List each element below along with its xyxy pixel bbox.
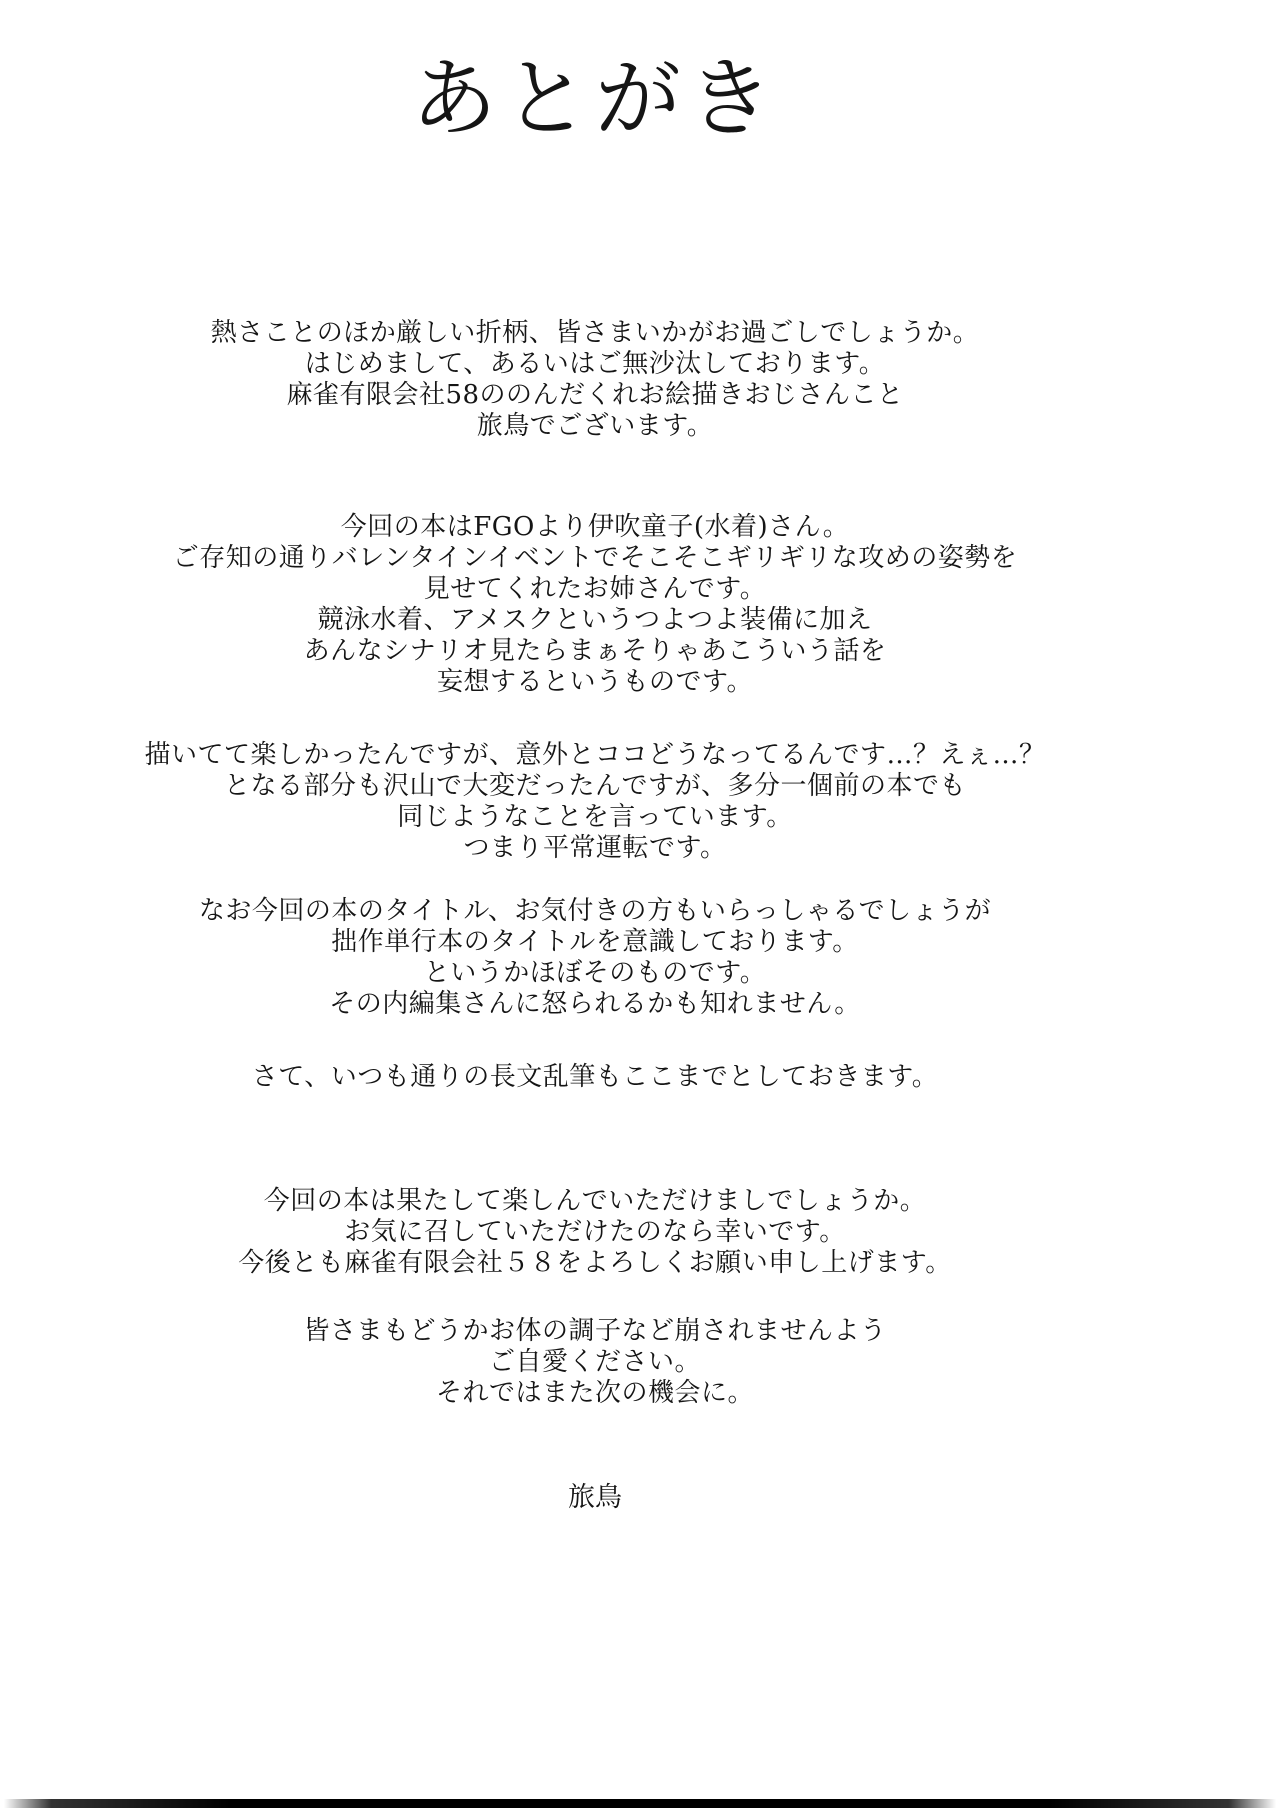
author-signature: 旅鳥 [568, 1482, 622, 1513]
text-line: 同じようなことを言っています。 [397, 802, 793, 832]
text-line: となる部分も沢山で大変だったんですが、多分一個前の本でも [223, 771, 966, 801]
paragraph-6 [0, 1186, 1190, 1279]
text-line: 麻雀有限会社58ののんだくれお絵描きおじさんこと [286, 380, 904, 410]
text-line: 今後とも麻雀有限会社５８をよろしくお願い申し上げます。 [238, 1248, 952, 1278]
text-line: その内編集さんに怒られるかも知れません。 [329, 989, 861, 1019]
text-line: 旅鳥でございます。 [476, 411, 714, 441]
text-line: ご自愛ください。 [488, 1347, 701, 1377]
text-line: それではまた次の機会に。 [435, 1378, 754, 1408]
text-line: 競泳水着、アメスクというつよつよ装備に加え [317, 605, 873, 635]
paragraph-4 [0, 896, 1190, 1020]
text-line: ご存知の通りバレンタインイベントでそこそこギリギリな攻めの姿勢を [172, 543, 1018, 573]
text-line: 今回の本はFGOより伊吹童子(水着)さん。 [340, 512, 850, 542]
text-line: あんなシナリオ見たらまぁそりゃあこういう話を [303, 636, 887, 666]
paragraph-3 [0, 740, 1190, 864]
text-line: 拙作単行本のタイトルを意識しております。 [331, 927, 859, 957]
page-bottom-edge [0, 1799, 1280, 1808]
text-line: なお今回の本のタイトル、お気付きの方もいらっしゃるでしょうが [198, 896, 992, 926]
paragraph-1 [0, 318, 1190, 442]
paragraph-7 [0, 1316, 1190, 1409]
text-line: 今回の本は果たして楽しんでいただけましでしょうか。 [263, 1186, 927, 1216]
text-line: 描いてて楽しかったんですが、意外とココどうなってるんです…？えぇ…？ [144, 740, 1046, 770]
text-line: 見せてくれたお姉さんです。 [423, 574, 767, 604]
text-line: つまり平常運転です。 [463, 833, 727, 863]
paragraph-2 [0, 512, 1190, 698]
text-line: お気に召していただけたのなら幸いです。 [344, 1217, 846, 1247]
text-line: というかほぼそのものです。 [423, 958, 767, 988]
text-line: 熱さことのほか厳しい折柄、皆さまいかがお過ごしでしょうか。 [210, 318, 980, 348]
page-title: あとがき [411, 49, 779, 149]
text-line: さて、いつも通りの長文乱筆もここまでとしておきます。 [251, 1062, 939, 1092]
text-line: 皆さまもどうかお体の調子など崩されませんよう [303, 1316, 887, 1346]
text-line: はじめまして、あるいはご無沙汰しております。 [304, 349, 886, 379]
text-line: 妄想するというものです。 [437, 667, 753, 697]
paragraph-5 [0, 1062, 1190, 1093]
